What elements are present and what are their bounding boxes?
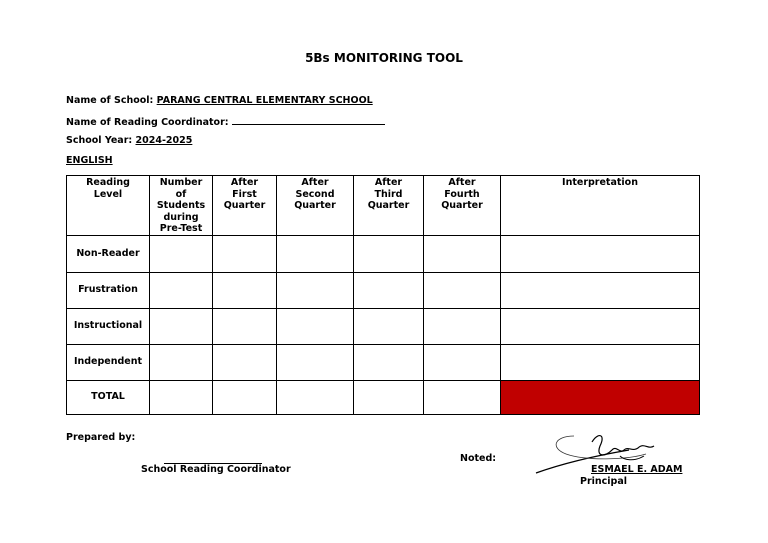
table-header-cell: [424, 176, 501, 236]
table-cell: [150, 344, 213, 380]
table-cell: [213, 380, 277, 414]
table-cell: [277, 272, 354, 308]
table-cell: [424, 308, 501, 344]
table-cell: [501, 308, 700, 344]
table-row: [67, 272, 700, 308]
school-field: [66, 95, 373, 106]
table-cell: [354, 380, 424, 414]
table-cell: [213, 344, 277, 380]
school-year-value: 2024-2025: [135, 135, 193, 146]
table-row: [67, 344, 700, 380]
table-cell: [277, 308, 354, 344]
header-line: After: [374, 177, 403, 188]
table-cell: [354, 272, 424, 308]
table-cell: [424, 235, 501, 272]
table-cell: [277, 344, 354, 380]
table-cell: [277, 380, 354, 414]
header-line: Interpretation: [562, 177, 638, 188]
table-cell: [150, 235, 213, 272]
table-cell: [501, 344, 700, 380]
table-row: [67, 380, 700, 414]
school-value: PARANG CENTRAL ELEMENTARY SCHOOL: [156, 95, 373, 106]
table-cell: [277, 235, 354, 272]
total-interpretation-cell: [501, 380, 700, 414]
noted-label: Noted:: [460, 453, 497, 464]
table-header-row: [67, 176, 700, 236]
school-year-field: [66, 135, 192, 146]
header-line: Number: [159, 177, 203, 188]
header-line: Quarter: [294, 200, 336, 211]
table-header-cell: [277, 176, 354, 236]
coordinator-blank-line: [232, 115, 385, 125]
coordinator-label: Name of Reading Coordinator:: [66, 117, 229, 128]
row-label: Non-Reader: [67, 235, 150, 272]
header-line: Fourth: [444, 188, 480, 200]
row-label: Independent: [67, 344, 150, 380]
header-line: Level: [93, 188, 123, 200]
table-row: [67, 308, 700, 344]
table-header-cell: [354, 176, 424, 236]
coordinator-field: [66, 115, 385, 128]
table-cell: [213, 272, 277, 308]
row-label: Frustration: [67, 272, 150, 308]
header-line: After: [301, 177, 329, 188]
table-cell: [354, 235, 424, 272]
table-cell: [354, 308, 424, 344]
prepared-by-label: Prepared by:: [66, 432, 136, 443]
school-year-label: School Year:: [66, 135, 133, 146]
row-label: TOTAL: [67, 380, 150, 414]
table-header-cell: [150, 176, 213, 236]
table-header-cell: [501, 176, 700, 236]
header-line: After: [448, 177, 476, 188]
header-line: Quarter: [367, 200, 410, 211]
header-line: during: [163, 211, 199, 223]
table-cell: [501, 272, 700, 308]
header-line: Pre-Test: [159, 223, 203, 234]
header-line: Students: [156, 200, 206, 211]
school-label: Name of School:: [66, 95, 154, 106]
table-cell: [424, 344, 501, 380]
table-row: [67, 235, 700, 272]
header-line: Quarter: [223, 200, 266, 211]
coordinator-role: School Reading Coordinator: [141, 464, 291, 475]
table-cell: [354, 344, 424, 380]
table-header-cell: [67, 176, 150, 236]
table-cell: [424, 380, 501, 414]
document-title: 5Bs MONITORING TOOL: [305, 51, 463, 65]
header-line: Quarter: [441, 200, 483, 211]
header-line: Reading: [86, 177, 130, 188]
principal-role: Principal: [580, 476, 628, 487]
table-cell: [213, 308, 277, 344]
monitoring-table: [66, 175, 700, 415]
row-label: Instructional: [67, 308, 150, 344]
subject-label: ENGLISH: [66, 155, 113, 166]
header-line: First: [232, 188, 257, 200]
header-line: Third: [374, 188, 403, 200]
header-line: Second: [295, 188, 335, 200]
principal-name: ESMAEL E. ADAM: [591, 464, 683, 475]
table-header-cell: [213, 176, 277, 236]
table-cell: [501, 235, 700, 272]
table-cell: [150, 272, 213, 308]
header-line: After: [230, 177, 259, 188]
table-cell: [424, 272, 501, 308]
header-line: of: [175, 188, 187, 200]
table-cell: [150, 380, 213, 414]
table-cell: [213, 235, 277, 272]
table-cell: [150, 308, 213, 344]
